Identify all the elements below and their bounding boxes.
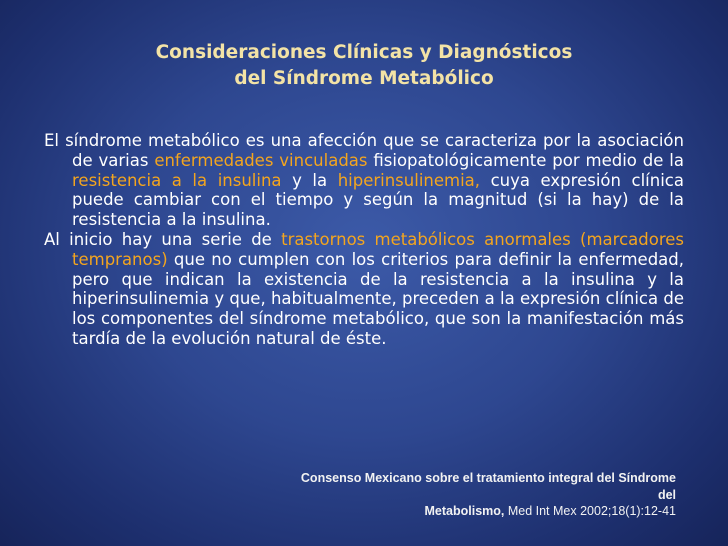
text-segment: fisiopatológicamente por medio de la (367, 150, 684, 170)
citation (230, 470, 676, 520)
text-segment: El síndrome metabólico es una afección que se caracteriza por la asociación de varias (44, 131, 684, 170)
slide-body (44, 131, 684, 349)
highlight-resistencia-insulina: resistencia a la insulina (72, 170, 282, 190)
highlight-hiperinsulinemia: hiperinsulinemia, (337, 170, 481, 190)
citation-line-2: del (657, 487, 676, 502)
text-segment: que no cumplen con los criterios para definir la enfermedad, pero que indican la existencia de la resistencia a la insulina y la hiperinsulinemia y que, habitualmente, preceden a la expresión clínica de los componentes del síndrome metabólico, que son la manifestación más tardía de la evolución natural de éste. (72, 249, 684, 348)
citation-reference: Med Int Mex 2002;18(1):12-41 (504, 504, 676, 518)
citation-line-1: Consenso Mexicano sobre el tratamiento integral del Síndrome (300, 471, 676, 485)
highlight-enfermedades-vinculadas: enfermedades vinculadas (154, 150, 368, 170)
slide-title-line-1: Consideraciones Clínicas y Diagnósticos (155, 42, 573, 63)
text-segment: Al inicio hay una serie de (44, 229, 282, 249)
citation-journal-title: Metabolismo, (424, 504, 505, 518)
text-segment: y la (281, 170, 338, 190)
slide-title-line-2: del Síndrome Metabólico (234, 68, 494, 89)
paragraph-early-markers (44, 230, 684, 349)
text-segment: cuya expresión clínica puede cambiar con el tiempo y según la magnitud (si la hay) de la resistencia a la insulina. (72, 170, 684, 230)
highlight-trastornos-metabolicos: trastornos metabólicos anormales (marcadores tempranos) (72, 229, 684, 269)
paragraph-definition (44, 131, 684, 230)
slide-title (0, 40, 728, 92)
citation-line-3 (230, 503, 676, 520)
